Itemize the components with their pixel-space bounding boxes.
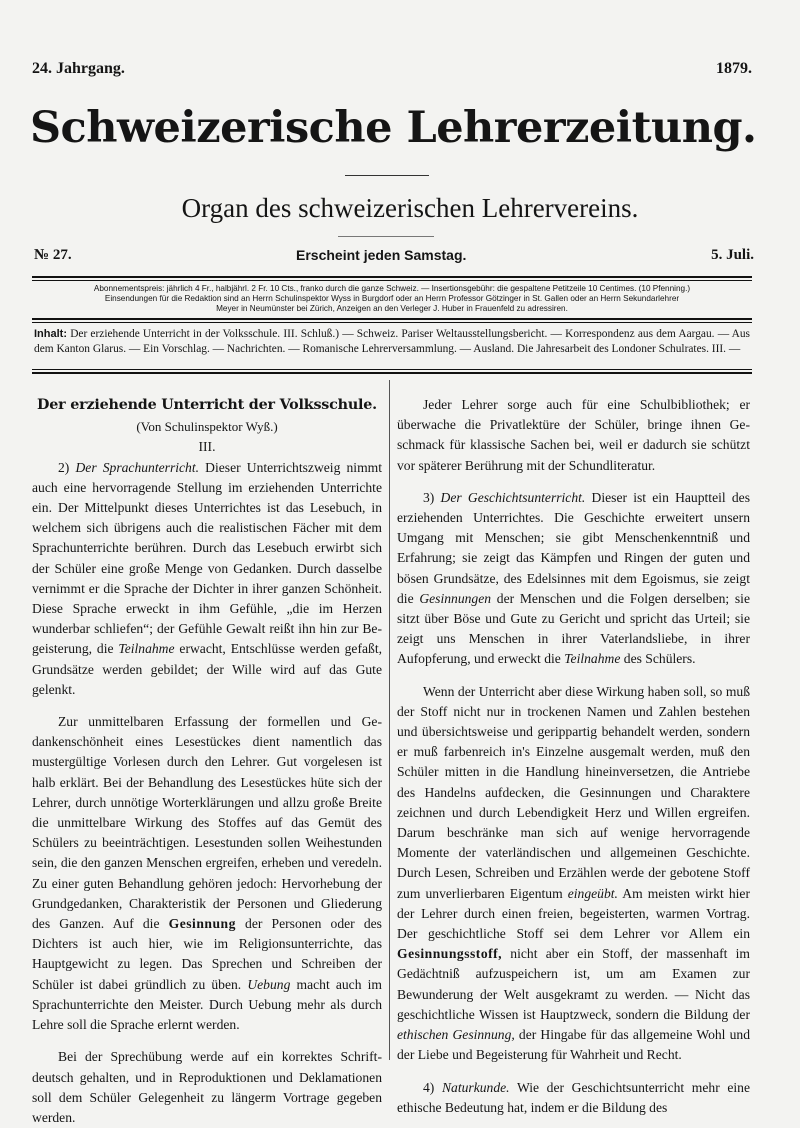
paragraph: Wenn der Unterricht aber diese Wirkung haben soll, so muß der Stoff nicht nur in trockenen Namen und Zahlen bestehen und übersichtsweise und gerippartig behandelt werden, sondern er muß farbenreich in's Einzelne ausgemalt werden, muß den Schüler mitten in die Handlung hineinversetzen, die Antriebe des Handelns aufdecken, die Gesinnungen und Charaktere zeichnen und durch Lebendigkeit Herz und Willen ergreifen. Darum beschränke man sich auf wenige hervorragende Momente der vaterländischen und allgemeinen Geschichte. Durch Lesen, Schreiben und Erzählen werde der gebotene Stoff zum unverlierbaren Eigentum eingeübt. Am meisten wirkt hier der Lehrer durch einen freien, begeisterten, warmen Vortrag. Der geschichtliche Stoff sei dem Lehrer vor Allem ein Gesinnungsstoff, nicht aber ein Stoff, der massenhaft im Gedächtniß aufzuspeichern ist, um am Examen zur Bewunderung der Welt ausgekramt zu werden. — Nicht das geschichtliche Wissen ist Hauptzweck, sondern die Bildung der ethischen Gesinnung, der Hingabe für das allgemeine Wohl und der Liebe und Begeisterung für Wahrheit und Recht. <box>397 683 750 1063</box>
paragraph: Bei der Sprechübung werde auf ein korrektes Schriftdeutsch gehalten, und in Reproduktionen und Deklamationen soll dem Schüler Gelegenheit zu längerm Vortrage gegeben werden. <box>32 1049 382 1125</box>
section-heading: Naturkunde. <box>441 1079 510 1095</box>
masthead-title: Schweizerische Lehrerzeitung. <box>30 103 757 153</box>
volume-label: 24. Jahrgang. <box>32 60 125 77</box>
issue-line <box>34 247 754 269</box>
rule-contents-top <box>32 318 752 320</box>
rule-top <box>32 276 752 278</box>
paragraph: 3) Der Geschichtsunterricht. Dieser ist ein Hauptteil des erziehenden Unterrichtes. Die Geschichte erweitert unsern Umgang mit Menschen; sie gibt Menschenkenntniß und Erfahrung; sie zeigt das Kämpfen und Ringen der guten und bösen Grundsätze, des Edelsinnes mit dem Egoismus, sie zeigt die Gesinnungen der Menschen und die Folgen derselben; sie sitzt über Böse und Gute zu Gericht und spricht das Urteil; sie zeigt uns Menschen in ihrer Vaterlandsliebe, in ihrer Aufopferung, und erweckt die Teilnahme des Schülers. <box>397 489 751 667</box>
section-heading: Der Geschichtsunterricht. <box>440 489 586 505</box>
contents-text: Der erziehende Unterricht in der Volksschule. III. Schluß.) — Schweiz. Pariser Weltausstellungsbericht. — Korrespondenz aus dem Aargau. — Aus dem Kanton Glarus. — Ein Vorschlag. — Nachrichten. — Romanische Lehrerversammlung. — Ausland. Die Jahresarbeit des Londoner Schulrates. III. — <box>34 328 750 355</box>
submission-line: Einsendungen für die Redaktion sind an Herrn Schulinspektor Wyss in Burgdorf oder an Herrn Professor Götzinger in St. Gallen oder an Herrn Sekundarlehrer <box>104 294 680 303</box>
masthead-divider <box>345 175 429 176</box>
paragraph: Zur unmittelbaren Erfassung der formellen und Gedankenschönheit eines Lesestückes dient namentlich das mustergültige Vorlesen durch den Lehrer. Gut vorgelesen ist halb erklärt. Bei der Behandlung des Lesestückes hüte sich der Lehrer, durch unnötige Worterklärungen und allzu große Breite die unmittelbare Wirkung des Stoffes auf das Gemüt des Schülers zu beeinträchtigen. Lesestunden sollen Weihestunden sein, die den ganzen Menschen ergreifen, erheben und veredeln. Zu einer guten Behandlung gehören jedoch: Hervorhebung der Grundgedanken, Charakteristik der Personen und Gliederung des Ganzen. Auf die Gesinnung der Personen oder des Dichters ist auch hier, wie im Religionsunterrichte, das Hauptgewicht zu legen. Das Sprechen und Schreiben der Schüler ist dabei gründlich zu üben. Uebung macht auch im Sprachunterrichte den Meister. Durch Uebung mehr als durch Lehre soll die Sprache erlernt werden. <box>32 714 382 1033</box>
column-divider <box>389 380 390 1060</box>
article-byline: (Von Schulinspektor Wyß.) <box>136 419 278 435</box>
address-line: Meyer in Neumünster bei Zürich, Anzeigen an den Verleger J. Huber in Frauenfeld zu adressiren. <box>216 304 568 313</box>
rule-contents-bottom <box>32 372 752 374</box>
publication-schedule: Erscheint jeden Samstag. <box>296 247 467 263</box>
left-column <box>32 395 382 1128</box>
table-of-contents <box>34 327 750 357</box>
issue-number: № 27. <box>34 247 72 263</box>
subtitle-divider <box>338 236 434 237</box>
right-column <box>397 395 750 1118</box>
paragraph: 4) Naturkunde. Wie der Geschichtsunterricht mehr eine ethische Bedeutung hat, indem er die Bildung des <box>397 1079 750 1115</box>
top-line <box>32 60 752 86</box>
section-heading: Der Sprachunterricht. <box>75 459 200 475</box>
paragraph: Jeder Lehrer sorge auch für eine Schulbibliothek; er überwache die Privatlektüre der Schüler, bringe ihnen Geschmack für klassische Sachen bei, weil er dadurch sie schützt vor späterer Berührung mit der Schundliteratur. <box>397 397 750 473</box>
contents-label: Inhalt: <box>34 328 67 340</box>
rule-contents-top-thin <box>32 322 752 323</box>
rule-top-thin <box>32 280 752 281</box>
subscription-info <box>32 284 752 314</box>
article-title: Der erziehende Unterricht der Volksschule. <box>37 397 377 413</box>
issue-date: 5. Juli. <box>711 247 754 263</box>
subscription-line: Abonnementspreis: jährlich 4 Fr., halbjährl. 2 Fr. 10 Cts., franko durch die ganze Schweiz. — Insertionsgebühr: die gespaltene Petitzeile 10 Centimes. (10 Pfenning.) <box>93 284 691 293</box>
rule-contents-bottom-thin <box>32 369 752 370</box>
section-number: III. <box>198 439 216 455</box>
organ-subtitle: Organ des schweizerischen Lehrervereins. <box>181 193 639 223</box>
year-label: 1879. <box>716 60 752 77</box>
paragraph: 2) Der Sprachunterricht. Dieser Unterrichtszweig nimmt auch eine hervorragende Stellung im erziehenden Unterrichte ein. Der Mittelpunkt dieses Unterrichtes ist das Lesebuch, in welchem sich übrigens auch die realistischen Fächer mit dem Sprachunterrichte berühren. Durch das Lesebuch erwirbt sich der Schüler eine große Menge von Gedanken. Durch dasselbe vernimmt er die Sprache der Dichter in ihrer ganzen Schönheit. Diese Sprache erweckt in ihm Gefühle, „die im Herzen wunderbar schliefen“; der Gefühle Gewalt reißt ihn hin zur Begeisterung, die Teilnahme erwacht, Entschlüsse werden gefaßt, Grundsätze werden gebildet; der Wille wird auf das Gute gelenkt. <box>32 459 382 697</box>
